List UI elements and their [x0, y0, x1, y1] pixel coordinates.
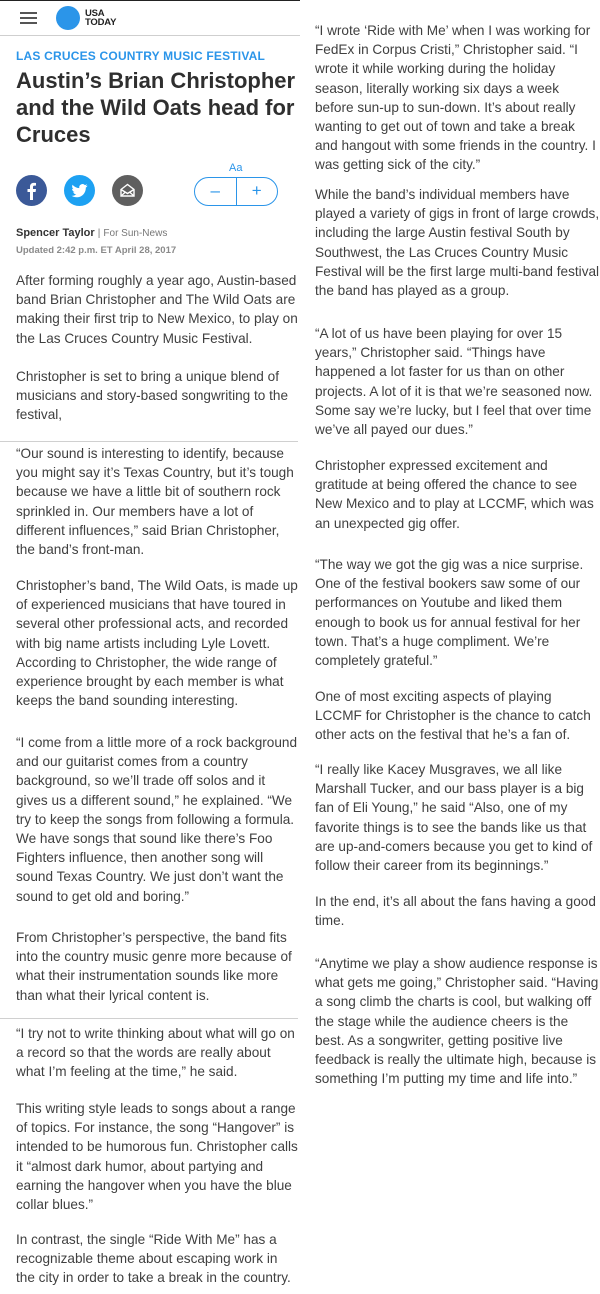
- paragraph: “I wrote ‘Ride with Me’ when I was working for FedEx in Corpus Cristi,” Christopher said. “I wrote it while working during the holiday season, literally working six days a week before sun-up to sun-down. It’s about really wanting to get out of town and take a break and hangout with some friends in the country. I was getting sick of the city.”: [315, 23, 596, 173]
- paragraph: “Our sound is interesting to identify, because you might say it’s Texas Country, but it’s tough because we have a little bit of southern rock sprinkled in. Our members have a lot of different influences,” said Brian Christopher, the band’s front-man.: [16, 446, 294, 558]
- usa-today-logo[interactable]: [56, 6, 116, 30]
- logo-line-2: TODAY: [85, 17, 117, 28]
- paragraph: Christopher’s band, The Wild Oats, is made up of experienced musicians that have toured in several other professional acts, and recorded with big name artists including Lyle Lovett. According to Christopher, the wide range of experience brought by each member is what keeps the band sounding interesting.: [16, 578, 298, 709]
- facebook-icon: [16, 175, 47, 206]
- paragraph: Christopher expressed excitement and gratitude at being offered the chance to see New Mexico and to play at LCCMF, which was an unexpected gig offer.: [315, 458, 594, 531]
- paragraph: This writing style leads to songs about a range of topics. For instance, the song “Hangover” is intended to be humorous fun. Christopher calls it “almost dark humor, about partying and earning the hangover when you have the blue collar blues.”: [16, 1101, 298, 1213]
- twitter-icon: [64, 175, 95, 206]
- paragraph: One of most exciting aspects of playing LCCMF for Christopher is the chance to catch other acts on the festival that he’s a fan of.: [315, 689, 591, 743]
- paragraph: “A lot of us have been playing for over 15 years,” Christopher said. “Things have happened a lot faster for us than on other projects. A lot of it is that we’re seasoned now. Some say we’re lucky, but I feel that over time we’ve all payed our dues.”: [315, 326, 593, 438]
- divider: [0, 1018, 298, 1019]
- paragraph: “Anytime we play a show audience response is what gets me going,” Christopher said. “Having a song climb the charts is cool, but walking off the stage while the audience cheers is the best. As a songwriter, getting positive live feedback is really the ultimate high, because is something I’m putting my time and life into.”: [315, 956, 599, 1087]
- top-nav-bar: [0, 0, 300, 36]
- paragraph: While the band’s individual members have played a variety of gigs in front of large crowds, including the large Austin festival South by Southwest, the Las Cruces Country Music Festival will be the first large multi-band festival the band has played as a group.: [315, 187, 600, 299]
- paragraph: Christopher is set to bring a unique blend of musicians and story-based songwriting to the festival,: [16, 369, 289, 423]
- section-kicker[interactable]: LAS CRUCES COUNTRY MUSIC FESTIVAL: [16, 49, 266, 63]
- paragraph: In the end, it’s all about the fans having a good time.: [315, 894, 596, 929]
- left-column: [0, 0, 300, 1286]
- article-headline: Austin’s Brian Christopher and the Wild Oats head for Cruces: [16, 68, 296, 147]
- logo-wordmark: [85, 9, 116, 27]
- logo-circle-icon: [56, 6, 80, 30]
- increase-font-button[interactable]: +: [251, 181, 262, 200]
- share-twitter-button[interactable]: [64, 175, 95, 206]
- email-icon: [112, 175, 143, 206]
- logo-line-1: USA: [85, 8, 105, 19]
- paragraph: “I really like Kacey Musgraves, we all like Marshall Tucker, and our bass player is a big fan of Eli Young,” he said “Also, one of my favorite things is to see the bands like us that are up-and-comers because you get to kind of follow their career from its beginnings.”: [315, 762, 593, 874]
- paragraph: From Christopher’s perspective, the band fits into the country music genre more because of what their instrumentation sounds like more than what their lyrical content is.: [16, 930, 292, 1003]
- decrease-font-button[interactable]: –: [195, 178, 237, 205]
- updated-timestamp: Updated 2:42 p.m. ET April 28, 2017: [16, 245, 177, 256]
- paragraph: After forming roughly a year ago, Austin-based band Brian Christopher and The Wild Oats are making their first trip to New Mexico, to play on the Las Cruces Country Music Festival.: [16, 273, 298, 346]
- font-size-label: Aa: [229, 162, 243, 174]
- menu-icon[interactable]: [20, 12, 37, 25]
- font-size-stepper[interactable]: [194, 177, 278, 206]
- byline-separator: |: [97, 228, 101, 239]
- paragraph: “The way we got the gig was a nice surprise. One of the festival bookers saw some of our performances on Youtube and liked them enough to book us for annual festival for her town. That’s a huge compliment. We’re completely grateful.”: [315, 557, 584, 669]
- share-facebook-button[interactable]: [16, 175, 47, 206]
- paragraph: “I try not to write thinking about what will go on a record so that the words are really about what I’m feeling at the time,” he said.: [16, 1026, 295, 1080]
- divider: [0, 441, 298, 442]
- paragraph: In contrast, the single “Ride With Me” has a recognizable theme about escaping work in the city in order to take a break in the country.: [16, 1232, 291, 1286]
- author-name[interactable]: Spencer Taylor: [16, 227, 95, 239]
- paragraph: “I come from a little more of a rock background and our guitarist comes from a country background, so we’ll trade off solos and it gives us a different sound,” he explained. “We try to keep the songs from following a formula. We have songs that sound like there’s Foo Fighters influence, then another song will sound Texas Country. We just don’t want the sound to get old and boring.”: [16, 735, 298, 904]
- author-affiliation: For Sun-News: [103, 228, 168, 239]
- share-email-button[interactable]: [112, 175, 143, 206]
- byline: [16, 227, 167, 239]
